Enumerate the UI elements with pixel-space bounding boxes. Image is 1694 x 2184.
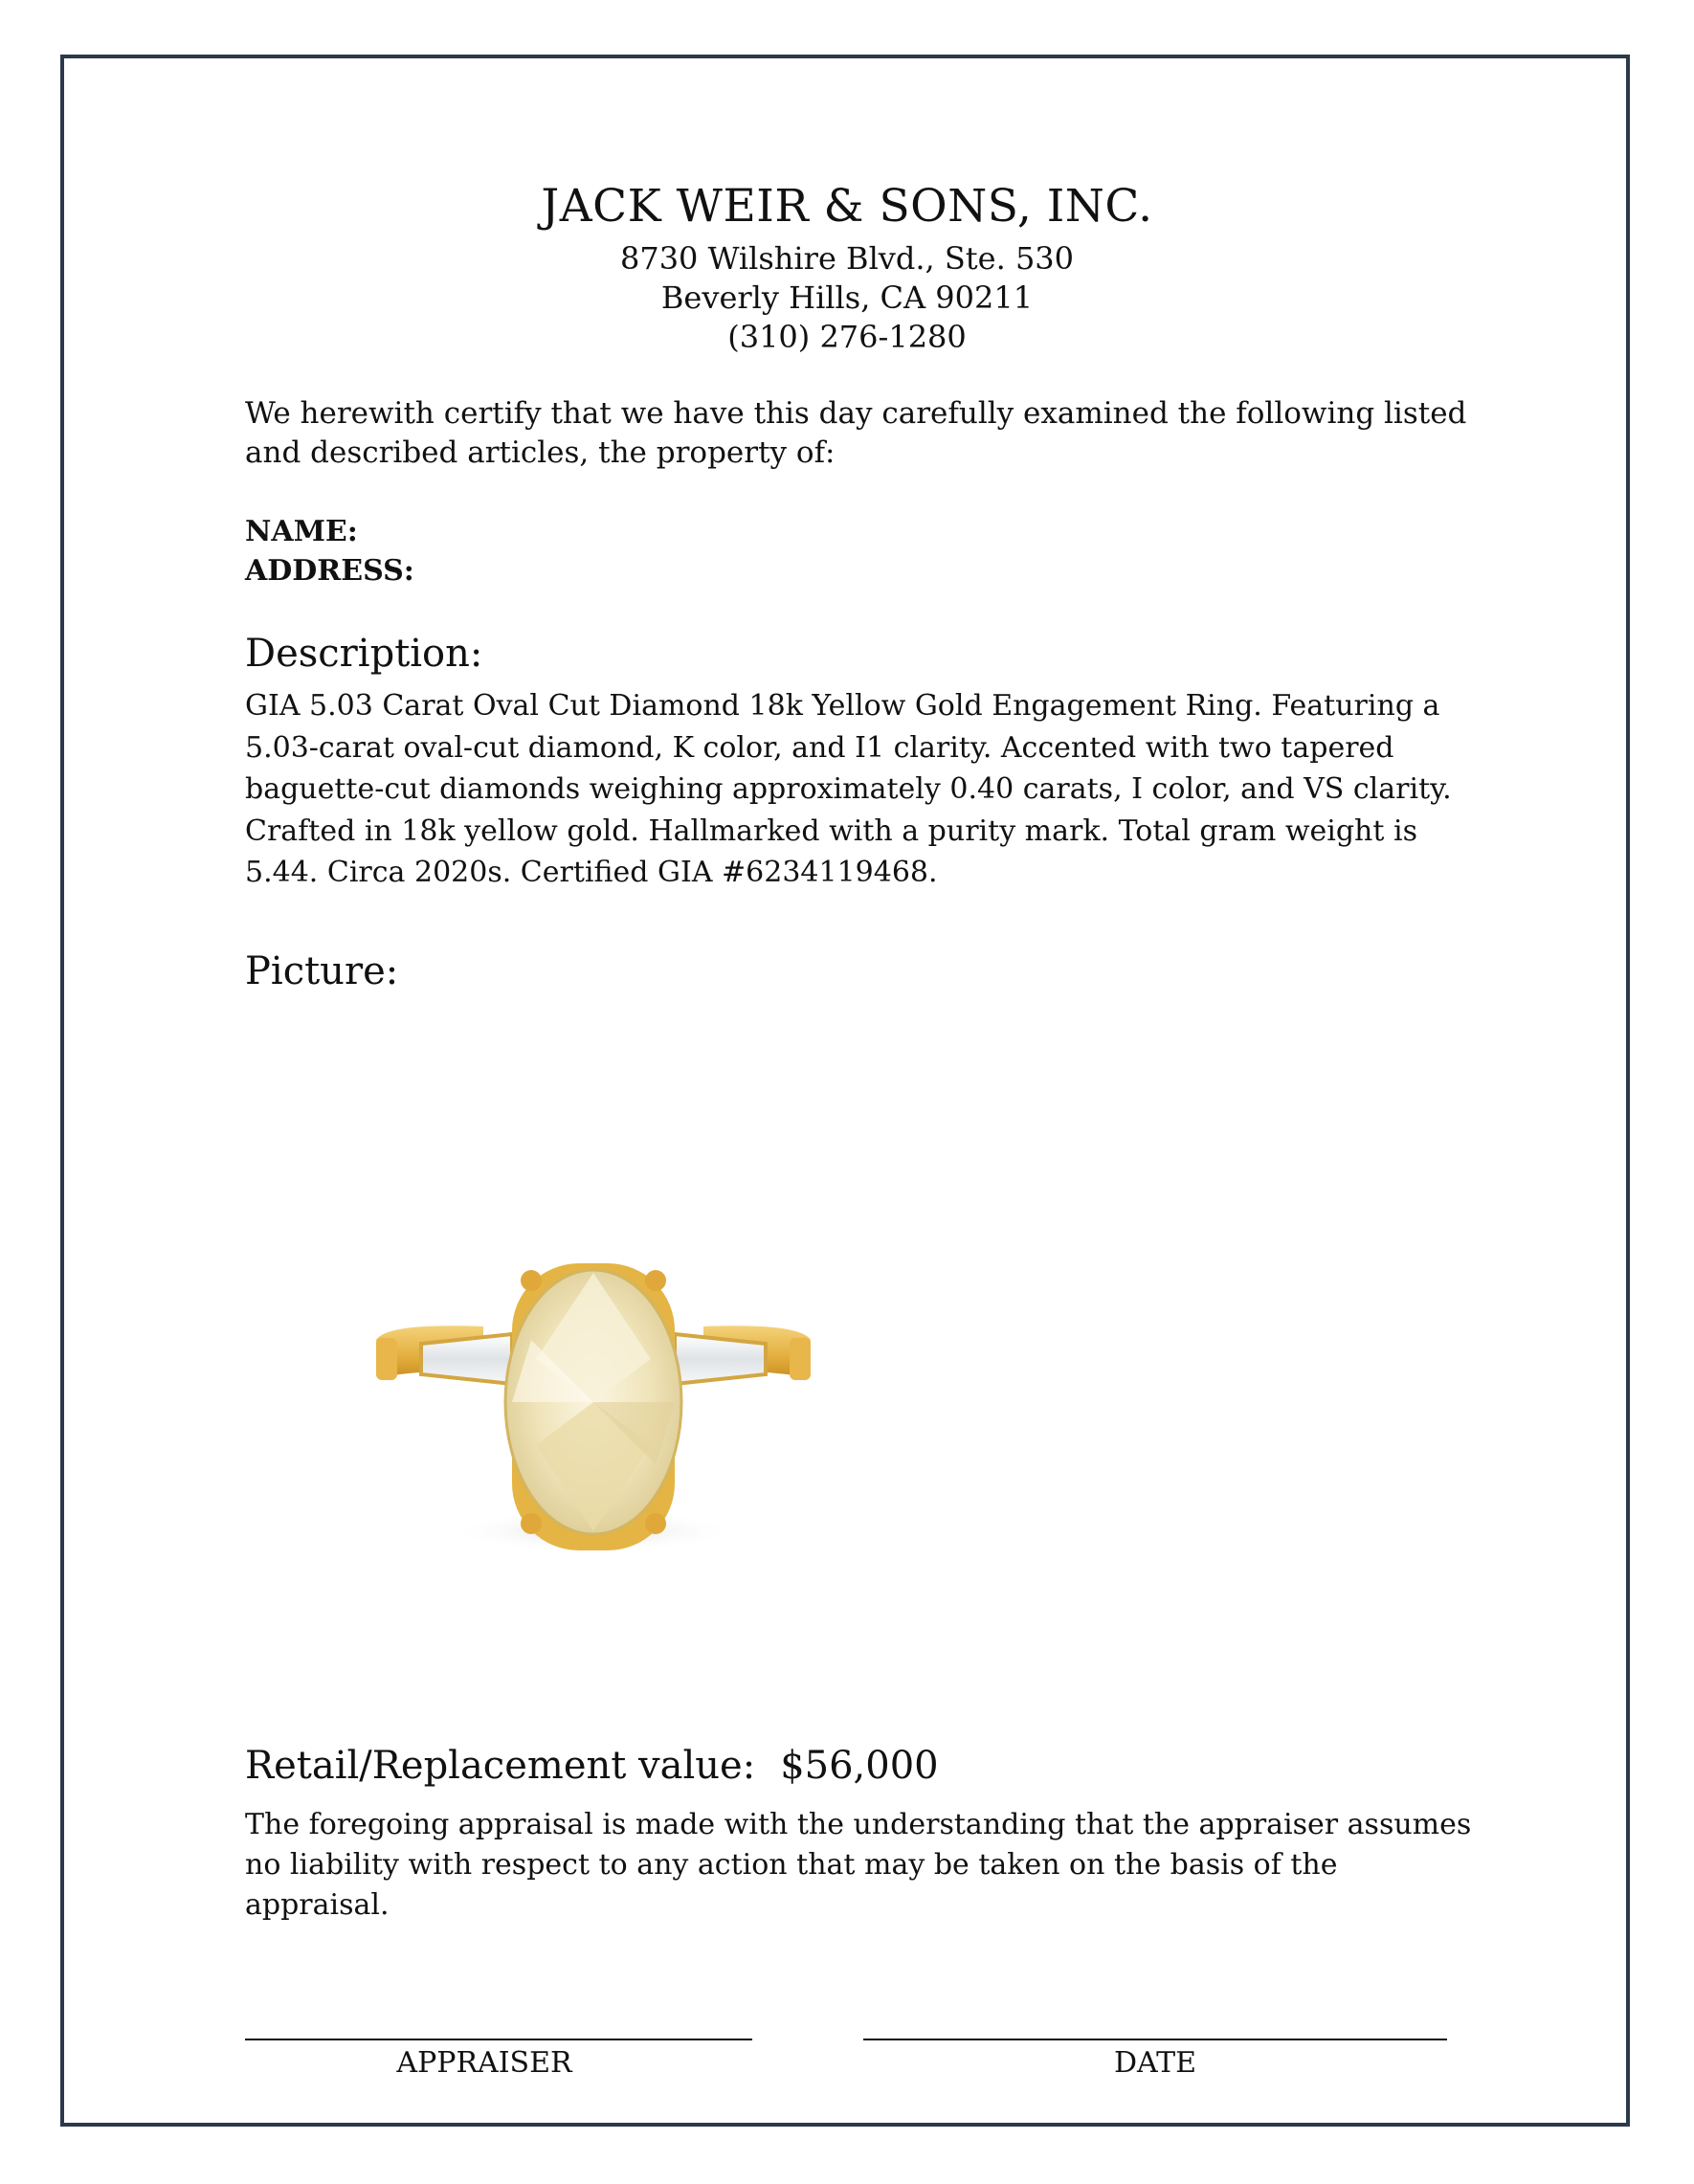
company-phone: (310) 276-1280 [727, 319, 967, 355]
retail-value [245, 1744, 1489, 1788]
certification-intro: We herewith certify that we have this day carefully examined the following listed and described articles, the property of: [245, 396, 1467, 470]
owner-name-label: NAME: [245, 515, 358, 548]
company-address-line2: Beverly Hills, CA 90211 [660, 279, 1034, 316]
picture-heading: Picture: [245, 949, 399, 993]
appraiser-signature-line [245, 2039, 752, 2040]
appraiser-label: APPRAISER [396, 2046, 572, 2080]
liability-disclaimer: The foregoing appraisal is made with the understanding that the appraiser assumes no liability with respect to any action that may be taken on the basis of the appraisal. [245, 1808, 1472, 1922]
description-text: GIA 5.03 Carat Oval Cut Diamond 18k Yellow Gold Engagement Ring. Featuring a 5.03-carat oval-cut diamond, K color, and I1 clarity. Accented with two tapered baguette-cut diamonds weighing approximately 0.40 carats, I color, and VS clarity. Crafted in 18k yellow gold. Hallmarked with a purity mark. Total gram weight is 5.44. Circa 2020s. Certified GIA #6234119468. [245, 689, 1452, 889]
owner-address-label: ADDRESS: [245, 554, 414, 588]
company-name: JACK WEIR & SONS, INC. [541, 180, 1153, 233]
description-heading: Description: [245, 632, 483, 676]
ring-photo [368, 1244, 818, 1570]
date-label: DATE [1114, 2046, 1196, 2080]
date-signature-line [863, 2039, 1447, 2040]
company-address-line1: 8730 Wilshire Blvd., Ste. 530 [619, 240, 1075, 277]
retail-value-label: Retail/Replacement value: [245, 1744, 756, 1788]
retail-value-amount: $56,000 [780, 1744, 939, 1788]
